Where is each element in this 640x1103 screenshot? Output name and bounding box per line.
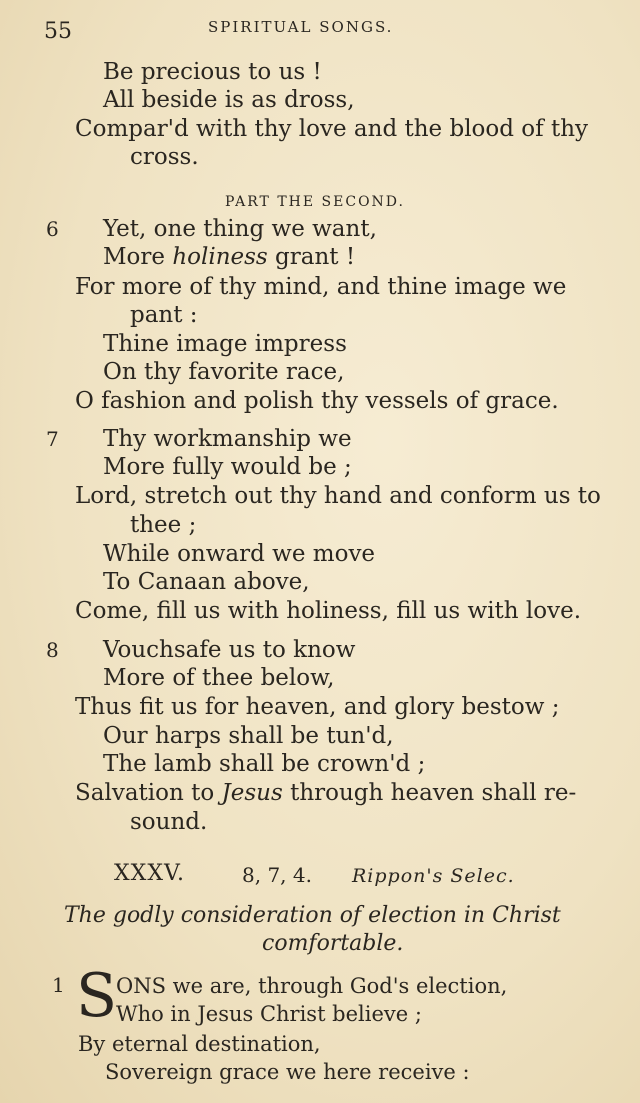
stanza5-line: cross. — [130, 144, 199, 170]
stanza6-line: For more of thy mind, and thine image we — [75, 274, 567, 300]
hymn-meter: 8, 7, 4. — [242, 863, 312, 887]
stanza7-line: Come, fill us with holiness, fill us with love. — [75, 598, 582, 624]
stanza6-line: On thy favorite race, — [103, 359, 345, 385]
verse-number: 6 — [46, 217, 59, 241]
stanza5-line: Compar'd with thy love and the blood of thy — [75, 116, 588, 142]
part-heading: PART THE SECOND. — [225, 194, 405, 210]
hymn-number: XXXV. — [114, 861, 186, 886]
running-title: SPIRITUAL SONGS. — [208, 18, 394, 36]
stanza8-line: sound. — [130, 809, 208, 835]
hymn-line: Sovereign grace we here receive : — [105, 1060, 470, 1084]
hymn-subtitle: comfortable. — [262, 931, 404, 956]
verse-number: 1 — [52, 973, 65, 997]
hymn-line: Who in Jesus Christ believe ; — [116, 1002, 422, 1026]
stanza8-line: The lamb shall be crown'd ; — [103, 751, 426, 777]
stanza6-line: pant : — [130, 302, 198, 328]
verse-number: 7 — [46, 427, 59, 451]
stanza7-line: To Canaan above, — [103, 569, 310, 595]
page-number: 55 — [44, 19, 72, 44]
stanza8-line: Salvation to Jesus through heaven shall re- — [75, 780, 577, 806]
stanza7-line: More fully would be ; — [103, 454, 352, 480]
hymn-source: Rippon's Selec. — [352, 865, 515, 887]
stanza7-line: Lord, stretch out thy hand and conform us to — [75, 483, 601, 509]
stanza8-line: More of thee below, — [103, 665, 335, 691]
stanza6-line: More holiness grant ! — [103, 244, 356, 270]
stanza5-line: Be precious to us ! — [103, 59, 322, 85]
stanza7-line: While onward we move — [103, 541, 376, 567]
drop-cap: S — [76, 961, 118, 1031]
hymn-subtitle: The godly consideration of election in Christ — [64, 903, 561, 928]
hymn-line: ONS we are, through God's election, — [116, 974, 508, 998]
stanza6-line: Yet, one thing we want, — [103, 216, 377, 242]
stanza7-line: Thy workmanship we — [103, 426, 352, 452]
stanza8-line: Vouchsafe us to know — [103, 637, 356, 663]
stanza6-line: Thine image impress — [103, 331, 347, 357]
stanza6-line: O fashion and polish thy vessels of grace. — [75, 388, 559, 414]
stanza8-line: Our harps shall be tun'd, — [103, 723, 394, 749]
verse-number: 8 — [46, 638, 59, 662]
hymn-line: By eternal destination, — [78, 1032, 321, 1056]
stanza8-line: Thus fit us for heaven, and glory bestow ; — [75, 694, 560, 720]
stanza7-line: thee ; — [130, 512, 197, 538]
stanza5-line: All beside is as dross, — [103, 87, 355, 113]
